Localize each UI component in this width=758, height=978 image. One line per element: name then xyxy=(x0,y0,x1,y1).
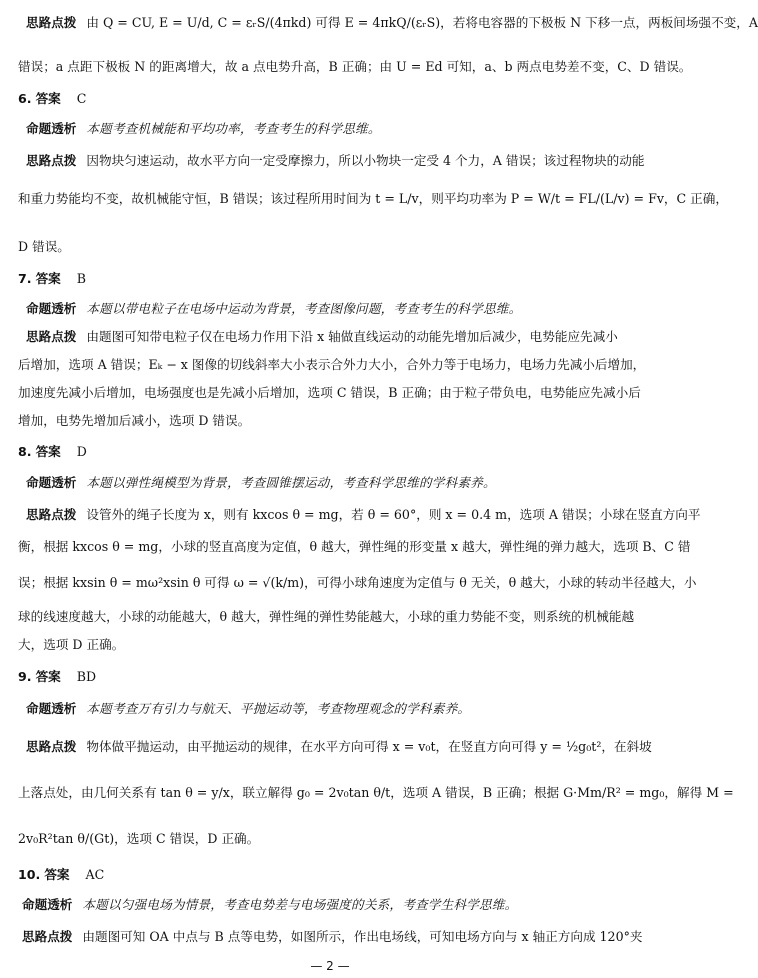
text: D 错误。 xyxy=(18,239,70,254)
intent-label: 命题透析 xyxy=(26,475,77,490)
text: 后增加，选项 A 错误；Eₖ − x 图像的切线斜率大小表示合外力大小，合外力等于电场力，电场力先减小后增加， xyxy=(18,357,646,372)
answer-value: AC xyxy=(85,867,105,882)
intent-label: 命题透析 xyxy=(26,121,77,136)
text: 本题以带电粒子在电场中运动为背景，考查图像问题，考查考生的科学思维。 xyxy=(86,301,522,316)
answer-label: 答案 xyxy=(35,669,61,684)
approach-label: 思路点拨 xyxy=(26,15,77,30)
q8-intent xyxy=(0,474,686,492)
text: 球的线速度越大，小球的动能越大，θ 越大，弹性绳的弹性势能越大，小球的重力势能不变，则系统的机械能越 xyxy=(18,609,635,624)
text: 加速度先减小后增加，电场强度也是先减小后增加，选项 C 错误，B 正确；由于粒子带负电，电势能应先减小后 xyxy=(18,385,641,400)
text: 大，选项 D 正确。 xyxy=(18,637,125,652)
question-number: 7. xyxy=(18,271,32,286)
q8-answer xyxy=(0,443,678,461)
text: 本题以匀强电场为情景，考查电势差与电场强度的关系，考查学生科学思维。 xyxy=(82,897,518,912)
q7-approach-line-1 xyxy=(0,328,686,346)
q8-approach-line-3 xyxy=(0,574,697,592)
q5-approach-line-1 xyxy=(0,14,758,32)
text: 本题考查万有引力与航天、平抛运动等，考查物理观念的学科素养。 xyxy=(86,701,471,716)
text: 衡，根据 kxcos θ = mg，小球的竖直高度为定值，θ 越大，弹性绳的形变量 x 越大，弹性绳的弹力越大，选项 B、C 错 xyxy=(18,539,691,554)
q6-approach-line-1 xyxy=(0,152,686,170)
q8-approach-line-1 xyxy=(0,506,701,524)
text: 由题图可知带电粒子仅在电场力作用下沿 x 轴做直线运动的动能先增加后减少，电势能应先减小 xyxy=(86,329,618,344)
question-number: 10. xyxy=(18,867,41,882)
q9-intent xyxy=(0,700,686,718)
question-number: 8. xyxy=(18,444,32,459)
approach-label: 思路点拨 xyxy=(22,929,73,944)
intent-label: 命题透析 xyxy=(26,701,77,716)
q8-approach-line-2 xyxy=(0,538,691,556)
q9-answer xyxy=(0,668,678,686)
q9-approach-line-3 xyxy=(0,830,678,848)
answer-value: B xyxy=(76,271,87,286)
text: 因物块匀速运动，故水平方向一定受摩擦力，所以小物块一定受 4 个力，A 错误；该过程物块的动能 xyxy=(86,153,645,168)
text: 误；根据 kxsin θ = mω²xsin θ 可得 ω = √(k/m)，可得小球角速度为定值与 θ 无关，θ 越大，小球的转动半径越大，小 xyxy=(18,575,697,590)
text: 设管外的绳子长度为 x，则有 kxcos θ = mg，若 θ = 60°，则 x = 0.4 m，选项 A 错误；小球在竖直方向平 xyxy=(86,507,701,522)
q6-intent xyxy=(0,120,686,138)
text: 由题图可知 OA 中点与 B 点等电势，如图所示，作出电场线，可知电场方向与 x 轴正方向成 120°夹 xyxy=(82,929,643,944)
q10-answer xyxy=(0,866,678,884)
approach-label: 思路点拨 xyxy=(26,739,77,754)
text: 由 Q = CU, E = U/d, C = εᵣS/(4πkd) 可得 E = 4πkQ/(εᵣS)，若将电容器的下极板 N 下移一点，两板间场强不变，A xyxy=(86,15,758,30)
intent-label: 命题透析 xyxy=(22,897,73,912)
text: 上落点处，由几何关系有 tan θ = y/x，联立解得 g₀ = 2v₀tan θ/t，选项 A 错误，B 正确；根据 G·Mm/R² = mg₀，解得 M = xyxy=(18,785,734,800)
approach-label: 思路点拨 xyxy=(26,507,77,522)
answer-value: BD xyxy=(76,669,97,684)
q10-intent xyxy=(0,896,682,914)
page-number: — 2 — xyxy=(310,959,350,973)
q6-approach-line-3 xyxy=(0,238,678,256)
q7-approach-line-3 xyxy=(0,384,678,402)
q9-approach-line-2 xyxy=(0,784,734,802)
question-number: 9. xyxy=(18,669,32,684)
approach-label: 思路点拨 xyxy=(26,329,77,344)
text: 本题考查机械能和平均功率，考查考生的科学思维。 xyxy=(86,121,381,136)
question-number: 6. xyxy=(18,91,32,106)
answer-label: 答案 xyxy=(44,867,70,882)
answer-label: 答案 xyxy=(35,444,61,459)
q7-approach-line-4 xyxy=(0,412,678,430)
q5-approach-line-2 xyxy=(0,58,692,76)
answer-value: C xyxy=(76,91,87,106)
text: 错误；a 点距下极板 N 的距离增大，故 a 点电势升高，B 正确；由 U = Ed 可知，a、b 两点电势差不变，C、D 错误。 xyxy=(18,59,692,74)
q7-approach-line-2 xyxy=(0,356,678,374)
q10-approach-line-1 xyxy=(0,928,682,946)
answer-label: 答案 xyxy=(35,91,61,106)
answer-value: D xyxy=(76,444,87,459)
text: 本题以弹性绳模型为背景，考查圆锥摆运动，考查科学思维的学科素养。 xyxy=(86,475,496,490)
approach-label: 思路点拨 xyxy=(26,153,77,168)
q6-approach-line-2 xyxy=(0,190,728,208)
intent-label: 命题透析 xyxy=(26,301,77,316)
text: 增加，电势先增加后减小，选项 D 错误。 xyxy=(18,413,251,428)
q6-answer xyxy=(0,90,678,108)
q7-intent xyxy=(0,300,686,318)
q8-approach-line-4 xyxy=(0,608,678,626)
text: 和重力势能均不变，故机械能守恒，B 错误；该过程所用时间为 t = L/v，则平均功率为 P = W/t = FL/(L/v) = Fv，C 正确， xyxy=(18,191,728,206)
q9-approach-line-1 xyxy=(0,738,686,756)
q8-approach-line-5 xyxy=(0,636,678,654)
text: 2v₀R²tan θ/(Gt)，选项 C 错误，D 正确。 xyxy=(18,831,260,846)
answer-label: 答案 xyxy=(35,271,61,286)
text: 物体做平抛运动，由平抛运动的规律，在水平方向可得 x = v₀t，在竖直方向可得 y = ½g₀t²，在斜坡 xyxy=(86,739,652,754)
q7-answer xyxy=(0,270,678,288)
